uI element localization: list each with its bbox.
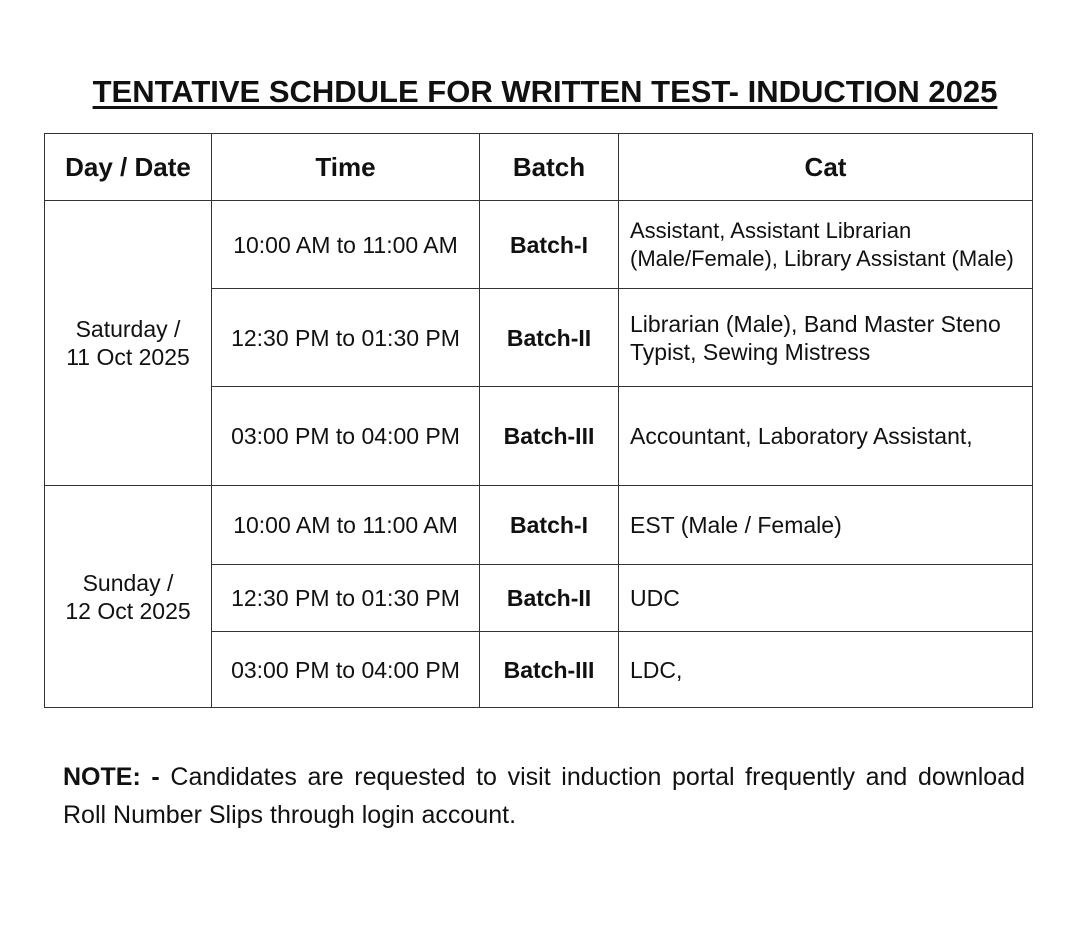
- day-date: 12 Oct 2025: [65, 597, 191, 624]
- header-time: Time: [212, 134, 480, 201]
- time-cell: 10:00 AM to 11:00 AM: [212, 201, 480, 289]
- cat-cell: UDC: [619, 565, 1033, 632]
- day-cell-sunday: [45, 486, 212, 708]
- note-label: NOTE: -: [63, 763, 160, 791]
- batch-cell: Batch-III: [480, 632, 619, 708]
- batch-cell: Batch-I: [480, 486, 619, 565]
- cat-cell: LDC,: [619, 632, 1033, 708]
- day-name: Sunday /: [82, 569, 174, 596]
- cat-cell: Accountant, Laboratory Assistant,: [619, 387, 1033, 486]
- batch-cell: Batch-III: [480, 387, 619, 486]
- day-name: Saturday /: [75, 316, 181, 342]
- batch-cell: Batch-II: [480, 565, 619, 632]
- day-cell-saturday: [45, 201, 212, 486]
- day-date: 11 Oct 2025: [66, 344, 190, 370]
- header-batch: Batch: [480, 134, 619, 201]
- time-cell: 03:00 PM to 04:00 PM: [212, 632, 480, 708]
- time-cell: 10:00 AM to 11:00 AM: [212, 486, 480, 565]
- header-cat: Cat: [619, 134, 1033, 201]
- time-cell: 03:00 PM to 04:00 PM: [212, 387, 480, 486]
- table-row: [45, 201, 1033, 289]
- table-header-row: [45, 134, 1033, 201]
- table-row: [45, 486, 1033, 565]
- cat-cell: Librarian (Male), Band Master Steno Typist, Sewing Mistress: [619, 289, 1033, 387]
- header-day-date: Day / Date: [45, 134, 212, 201]
- cat-cell: EST (Male / Female): [619, 486, 1033, 565]
- schedule-table: [44, 133, 1033, 708]
- note-paragraph: [63, 758, 1025, 834]
- note-text: Candidates are requested to visit induction portal frequently and download Roll Number Slips through login account.: [63, 763, 1025, 829]
- time-cell: 12:30 PM to 01:30 PM: [212, 565, 480, 632]
- batch-cell: Batch-I: [480, 201, 619, 289]
- batch-cell: Batch-II: [480, 289, 619, 387]
- document-title: TENTATIVE SCHDULE FOR WRITTEN TEST- INDUCTION 2025: [92, 74, 998, 109]
- time-cell: 12:30 PM to 01:30 PM: [212, 289, 480, 387]
- cat-cell: Assistant, Assistant Librarian (Male/Female), Library Assistant (Male): [619, 201, 1033, 289]
